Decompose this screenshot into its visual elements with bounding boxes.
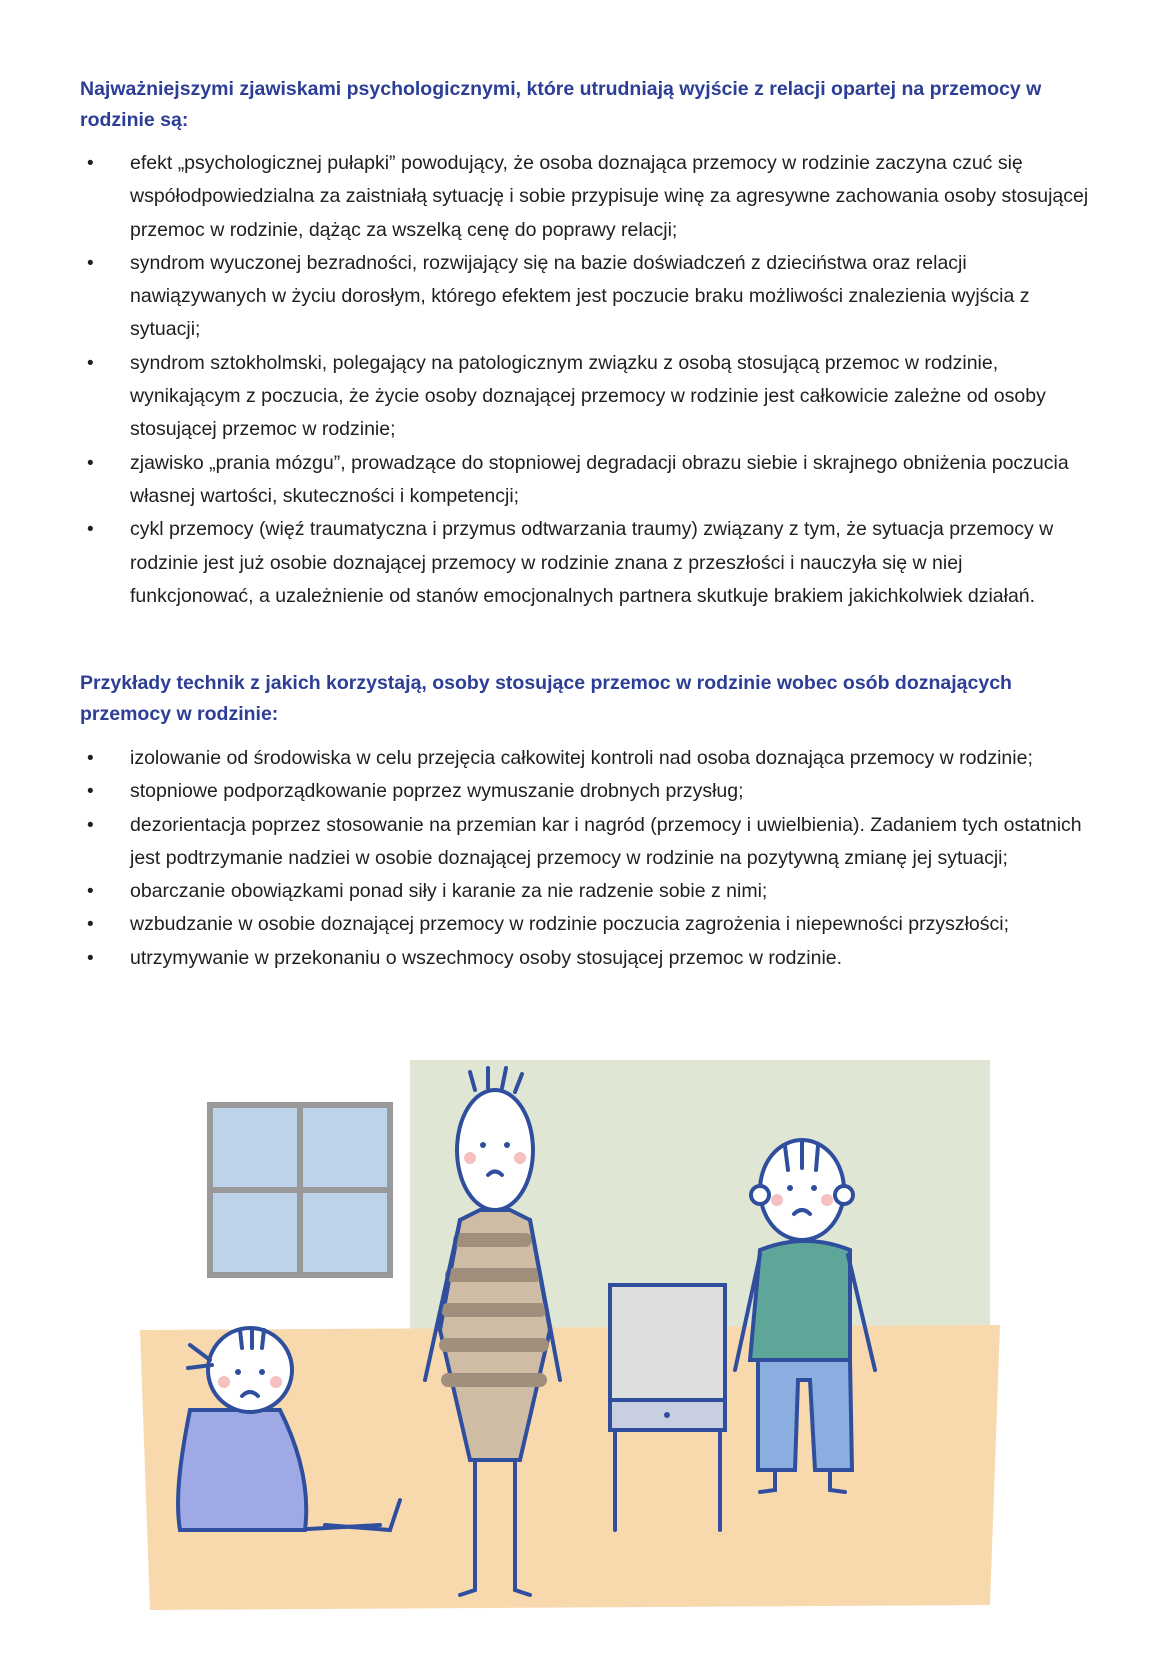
list-item — [80, 347, 1090, 447]
family-illustration — [130, 1060, 1010, 1630]
section2-heading: Przykłady technik z jakich korzystają, osoby stosujące przemoc w rodzinie wobec osób doznających przemocy w rodzinie: — [80, 672, 1012, 725]
bullet: • — [87, 781, 94, 803]
list-item — [80, 447, 1090, 514]
bullet: • — [87, 881, 94, 903]
list-item-text: cykl przemocy (więź traumatyczna i przymus odtwarzania traumy) związany z tym, że sytuacja przemocy w rodzinie jest już osobie doznającej przemocy w rodzinie znana z przeszłości i nauczyła się w niej funkcjonować, a uzależnienie od stanów emocjonalnych partnera skutkuje brakiem jakichkolwiek działań. — [130, 518, 1054, 607]
list-item-text: efekt „psychologicznej pułapki” powodujący, że osoba doznająca przemocy w rodzinie zaczyna czuć się współodpowiedzialna za zaistniałą sytuację i sobie przypisuje winę za agresywne zachowania osoby stosującej przemoc w rodzinie, dążąc za wszelką cenę do poprawy relacji; — [130, 152, 1089, 241]
list-item — [80, 147, 1090, 247]
section2-list — [80, 742, 1090, 975]
bullet: • — [87, 947, 94, 969]
list-item — [80, 908, 1090, 941]
list-item-text: utrzymywanie w przekonaniu o wszechmocy osoby stosującej przemoc w rodzinie. — [130, 946, 843, 969]
list-item-text: dezorientacja poprzez stosowanie na przemian kar i nagród (przemocy i uwielbienia). Zadaniem tych ostatnich jest podtrzymanie nadziei w osobie doznającej przemocy w rodzinie na pozytywną zmianę jej sytuacji; — [130, 813, 1082, 869]
list-item — [80, 775, 1090, 808]
section1-heading: Najważniejszymi zjawiskami psychologicznymi, które utrudniają wyjście z relacji opartej na przemocy w rodzinie są: — [80, 78, 1042, 131]
bullet: • — [87, 153, 94, 174]
section1-list — [80, 147, 1090, 613]
list-item — [80, 742, 1090, 775]
bullet: • — [87, 914, 94, 936]
list-item-text: stopniowe podporządkowanie poprzez wymuszanie drobnych przysług; — [130, 780, 744, 803]
bullet: • — [87, 252, 94, 274]
bullet: • — [87, 814, 94, 836]
list-item — [80, 875, 1090, 908]
list-item-text: zjawisko „prania mózgu”, prowadzące do stopniowej degradacji obrazu siebie i skrajnego obniżenia poczucia własnej wartości, skuteczności i kompetencji; — [130, 451, 1069, 507]
window-icon — [210, 1105, 390, 1275]
list-item — [80, 247, 1090, 347]
list-item — [80, 942, 1090, 975]
list-item — [80, 809, 1090, 876]
list-item-text: wzbudzanie w osobie doznającej przemocy w rodzinie poczucia zagrożenia i niepewności przyszłości; — [130, 913, 1010, 936]
list-item-text: syndrom sztokholmski, polegający na patologicznym związku z osobą stosującą przemoc w rodzinie, wynikającym z poczucia, że życie osoby doznającej przemocy w rodzinie jest całkowicie zależne od osoby stosującej przemoc w rodzinie; — [130, 351, 1046, 441]
list-item-text: izolowanie od środowiska w celu przejęcia całkowitej kontroli nad osoba doznająca przemocy w rodzinie; — [130, 747, 1033, 769]
bullet: • — [87, 352, 94, 374]
bullet: • — [87, 748, 94, 769]
list-item-text: obarczanie obowiązkami ponad siły i karanie za nie radzenie sobie z nimi; — [130, 880, 768, 903]
bullet: • — [87, 452, 94, 474]
list-item — [80, 513, 1090, 613]
list-item-text: syndrom wyuczonej bezradności, rozwijający się na bazie doświadczeń z dzieciństwa oraz relacji nawiązywanych w życiu dorosłym, którego efektem jest poczucie braku możliwości znalezienia wyjścia z sytuacji; — [130, 251, 1030, 341]
bullet: • — [87, 519, 94, 541]
